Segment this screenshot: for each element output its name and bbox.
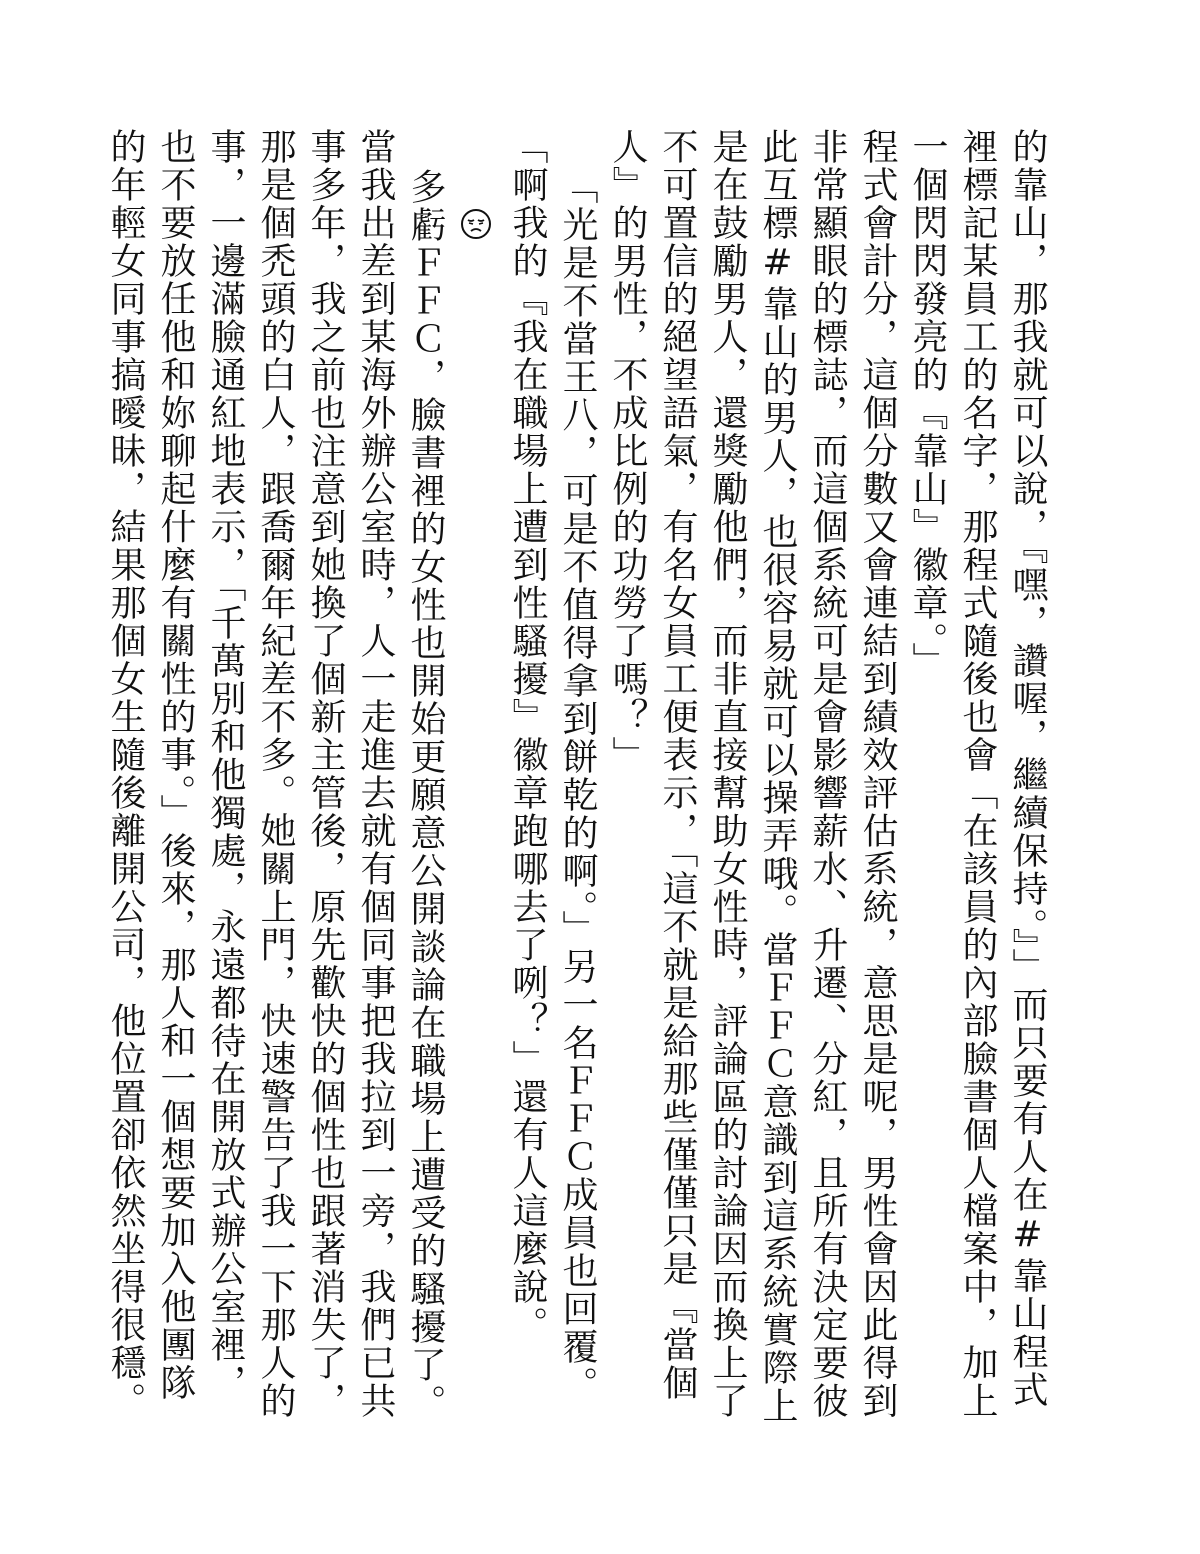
- vertical-text-body: [100, 128, 1052, 1438]
- paragraph-4: 「啊我的『我在職場上遭到性騷擾』徽章跑哪去了咧？」還有人這麼說。: [507, 128, 548, 1344]
- paragraph-3: 「光是不當王八，可是不值得拿到餅乾的啊。」另一名ＦＦＣ成員也回覆。: [557, 167, 598, 1404]
- section-separator: [450, 128, 502, 1438]
- pensive-face-icon: [460, 208, 492, 240]
- paragraph-5: 多虧ＦＦＣ，臉書裡的女性也開始更願意公開談論在職場上遭受的騷擾了。當我出差到某海外辦公室時，人一走進去就有個同事把我拉到一旁，我們已共事多年，我之前也注意到她換了個新主管後，原先歡快的個性也跟著消失了，那是個禿頭的白人，跟喬爾年紀差不多。她關上門，快速警告了我一下那人的事，一邊滿臉通紅地表示，「千萬別和他獨處，永遠都待在開放式辦公室裡，也不要放任他和妳聊起什麼有關性的事。」後來，那人和一個想要加入他團隊的年輕女同事搞曖昧，結果那個女生隨後離開公司，他位置卻依然坐得很穩。: [105, 128, 446, 1422]
- paragraph-1: 的靠山，那我就可以說，『嘿，讚喔，繼續保持。』」而只要有人在#靠山程式裡標記某員工的名字，那程式隨後也會「在該員的內部臉書個人檔案中，加上一個閃閃發亮的『靠山』徽章。」: [907, 128, 1048, 1420]
- paragraph-2: 程式會計分，這個分數又會連結到績效評估系統，意思是呢，男性會因此得到非常顯眼的標誌，而這個系統可是會影響薪水、升遷、分紅，且所有決定要彼此互標#靠山的男人，也很容易就可以操弄哦。當ＦＦＣ意識到這系統實際上是在鼓勵男人，還獎勵他們，而非直接幫助女性時，評論區的討論因而換上了不可置信的絕望語氣，有名女員工便表示，「這不就是給那些僅僅只是『當個人』的男性，不成比例的功勞了嗎？」: [607, 128, 898, 1425]
